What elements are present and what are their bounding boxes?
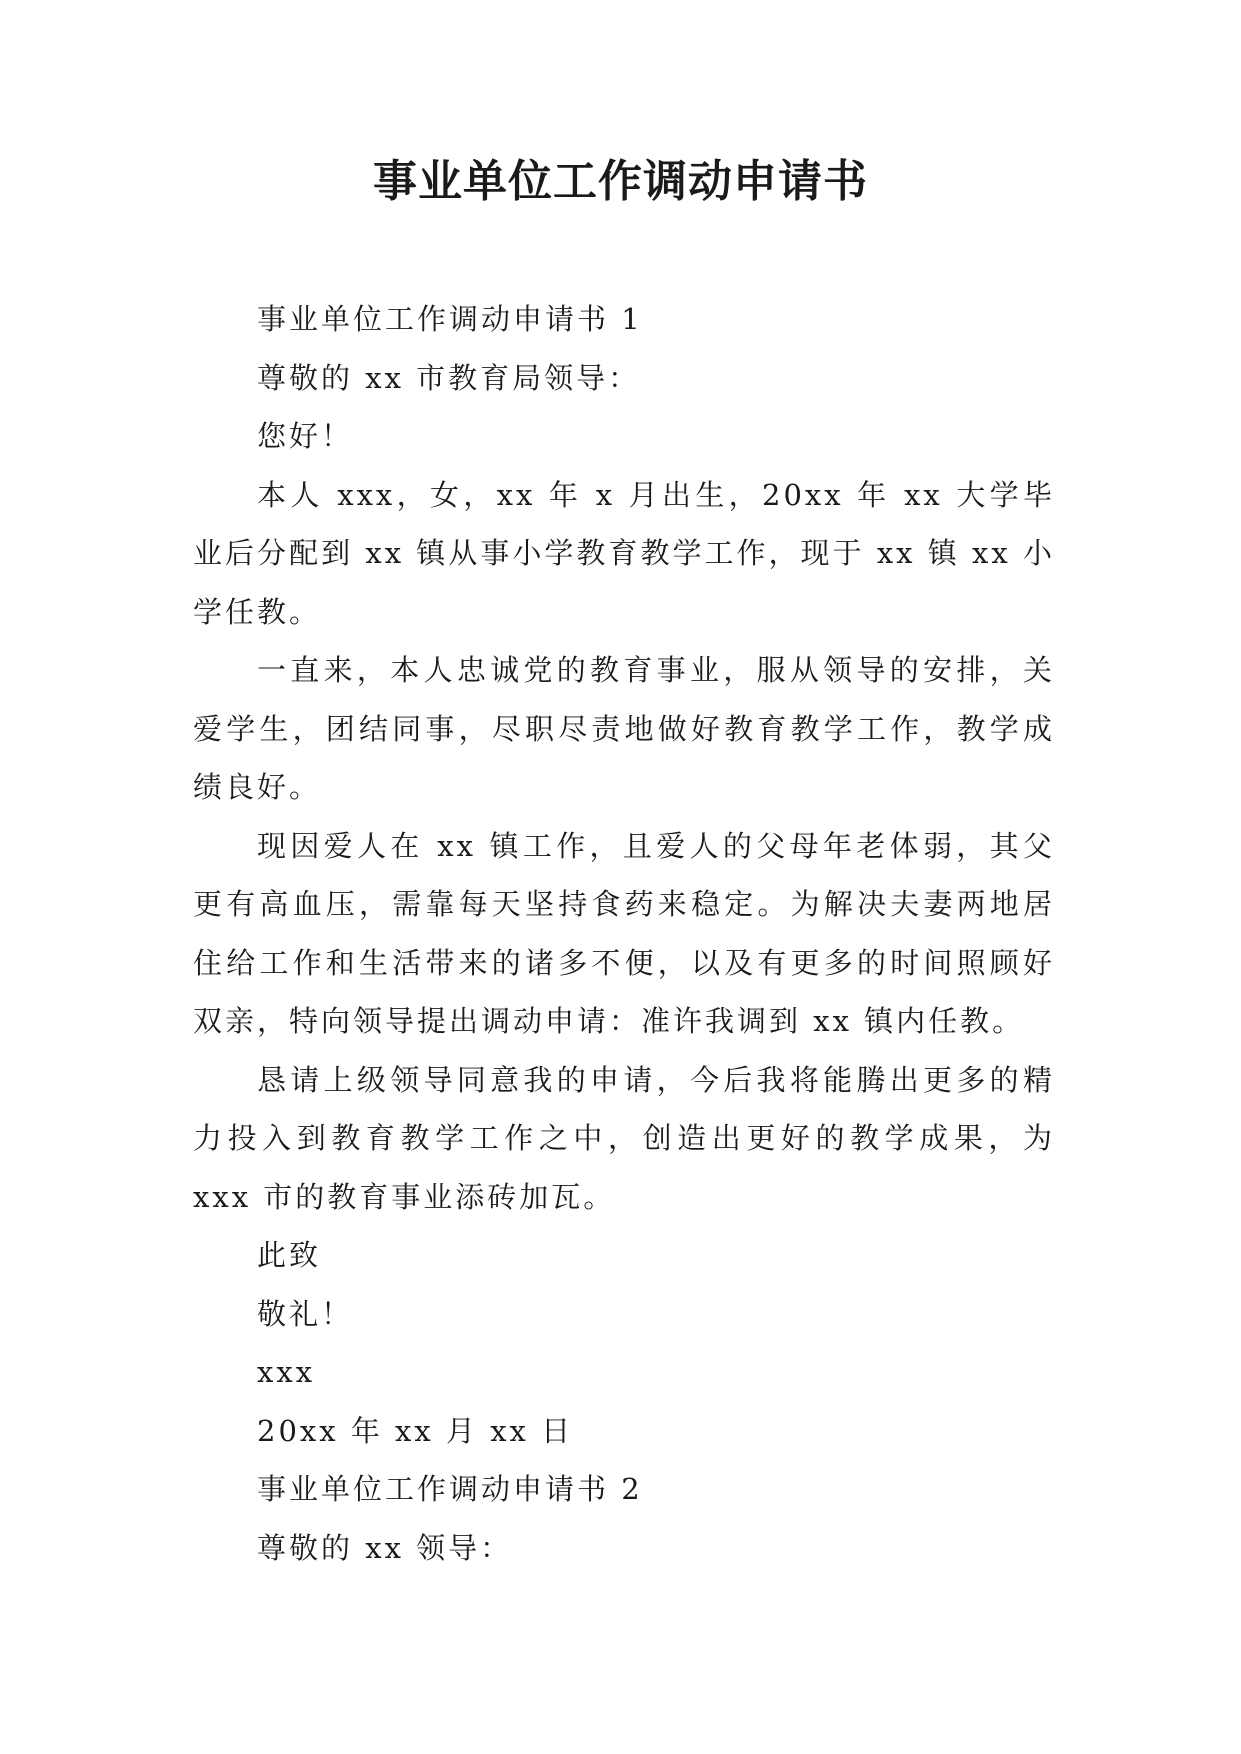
- paragraph-performance: 一直来，本人忠诚党的教育事业，服从领导的安排，关爱学生，团结同事，尽职尽责地做好教育教学工作，教学成绩良好。: [193, 653, 1055, 804]
- closing-line: 此致: [257, 1238, 322, 1272]
- signature-name: xxx: [257, 1355, 316, 1389]
- signature-date: 20xx 年 xx 月 xx 日: [257, 1413, 574, 1448]
- paragraph-introduction: 本人 xxx，女，xx 年 x 月出生，20xx 年 xx 大学毕业后分配到 xx 镇从事小学教育教学工作，现于 xx 镇 xx 小学任教。: [193, 477, 1055, 629]
- paragraph-request: 恳请上级领导同意我的申请，今后我将能腾出更多的精力投入到教育教学工作之中，创造出更好的教学成果，为 xxx 市的教育事业添砖加瓦。: [193, 1062, 1055, 1214]
- salutation: 尊敬的 xx 市教育局领导：: [257, 360, 641, 395]
- document-title: 事业单位工作调动申请书: [373, 156, 868, 207]
- document-body: [193, 290, 1055, 1577]
- salutation-2: 尊敬的 xx 领导：: [257, 1530, 513, 1565]
- section-heading-1: 事业单位工作调动申请书 1: [257, 302, 643, 336]
- section-heading-2: 事业单位工作调动申请书 2: [257, 1472, 643, 1506]
- paragraph-reason: 现因爱人在 xx 镇工作，且爱人的父母年老体弱，其父更有高血压，需靠每天坚持食药来稳定。为解决夫妻两地居住给工作和生活带来的诸多不便，以及有更多的时间照顾好双亲，特向领导提出调动申请：准许我调到 xx 镇内任教。: [193, 828, 1055, 1038]
- closing-salute: 敬礼！: [257, 1296, 354, 1331]
- greeting: 您好！: [257, 419, 354, 453]
